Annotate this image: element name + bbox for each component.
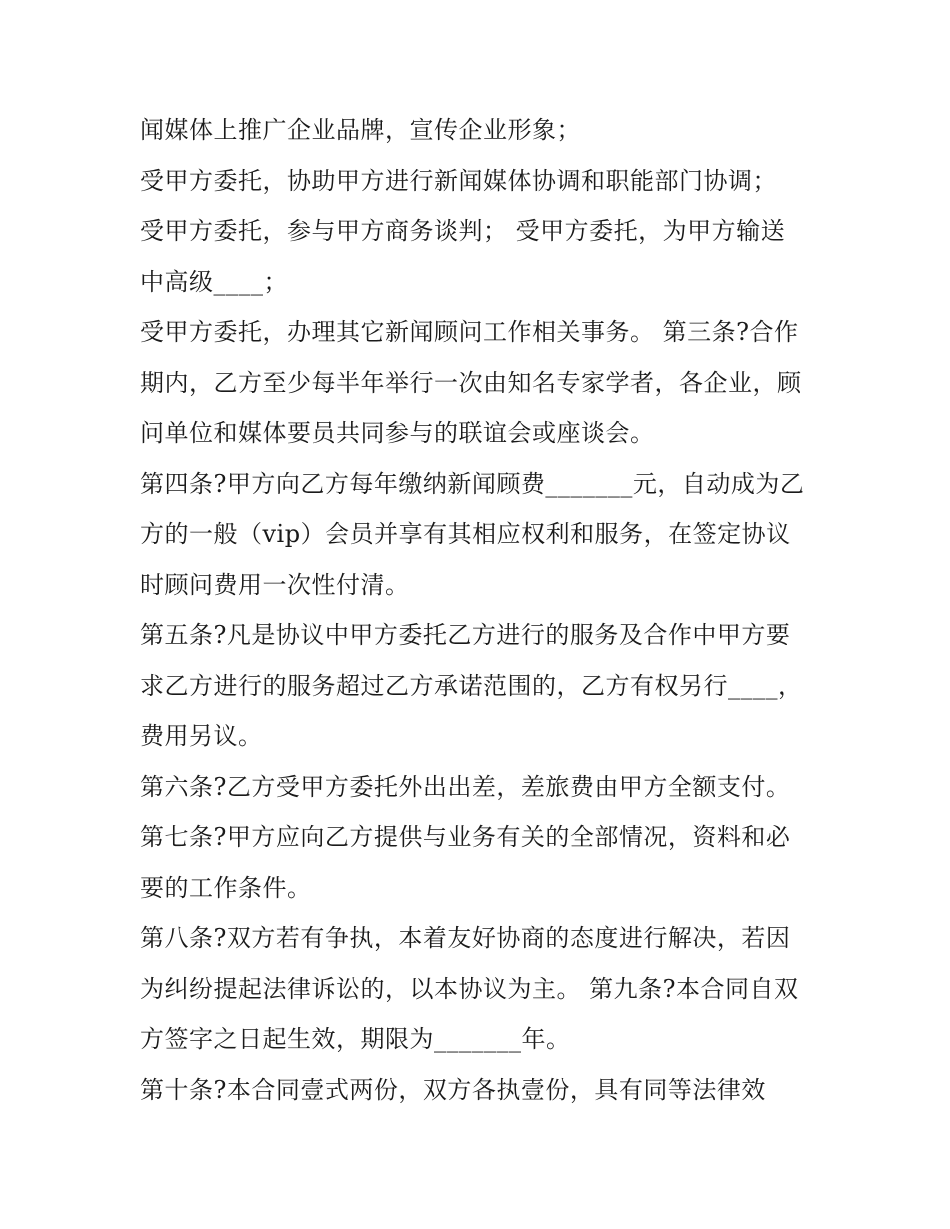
text-line: 方签字之日起生效，期限为_______年。 [140,1025,571,1053]
text-line: 第八条?双方若有争执，本着友好协商的态度进行解决，若因 [140,924,791,952]
text-line: 第七条?甲方应向乙方提供与业务有关的全部情况，资料和必 [140,823,791,851]
text-line: 受甲方委托，协助甲方进行新闻媒体协调和职能部门协调； [140,166,777,195]
text-line: 为纠纷提起法律诉讼的，以本协议为主。 第九条?本合同自双 [140,974,799,1003]
text-line: 方的一般（vip）会员并享有其相应权利和服务，在签定协议 [140,520,791,548]
text-line: 时顾问费用一次性付清。 [140,570,410,599]
text-line: 期内，乙方至少每半年举行一次由知名专家学者，各企业，顾 [140,368,802,397]
text-line: 费用另议。 [140,722,263,750]
text-line: 第六条?乙方受甲方委托外出出差，差旅费由甲方全额支付。 [140,772,791,801]
text-line: 第十条?本合同壹式两份，双方各执壹份，具有同等法律效 [140,1075,766,1104]
text-line: 求乙方进行的服务超过乙方承诺范围的，乙方有权另行____， [140,671,803,700]
text-line: 第五条?凡是协议中甲方委托乙方进行的服务及合作中甲方要 [140,621,791,649]
text-line: 中高级____； [140,267,288,296]
text-line: 受甲方委托，参与甲方商务谈判； 受甲方委托，为甲方输送 [140,217,786,245]
text-line: 要的工作条件。 [140,873,312,902]
text-line: 第四条?甲方向乙方每年缴纳新闻顾费_______元，自动成为乙 [140,469,805,498]
contract-text [140,110,820,1120]
text-line: 受甲方委托，办理其它新闻顾问工作相关事务。 第三条?合作 [140,318,799,346]
text-line: 闻媒体上推广企业品牌，宣传企业形象； [140,116,581,144]
text-line: 问单位和媒体要员共同参与的联谊会或座谈会。 [140,419,655,447]
